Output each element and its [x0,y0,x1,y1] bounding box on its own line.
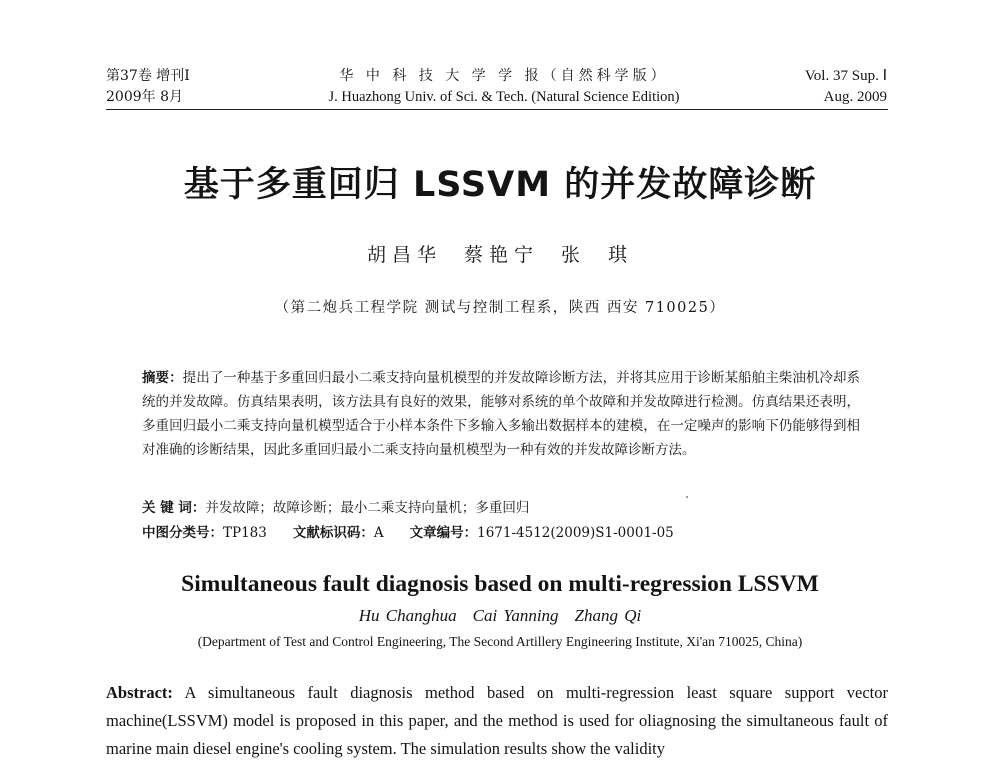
header-date-en: Aug. 2009 [823,89,887,105]
abstract-cn [142,366,860,462]
classification-line [142,521,674,541]
authors-cn: 胡昌华 蔡艳宁 张 琪 [366,244,634,266]
page-title-en: Simultaneous fault diagnosis based on multi-regression LSSVM [181,571,819,597]
author-en-2: Cai Yanning [472,606,559,625]
abstract-cn-label: 摘要： [142,370,183,386]
affiliation-en: (Department of Test and Control Engineering, The Second Artillery Engineering Institute, Xi'an 710025, China) [197,634,803,649]
header-volume-issue: 第37卷 增刊Ⅰ [106,68,190,84]
keywords-label: 关 键 词： [142,500,206,516]
keywords-text: 并发故障；故障诊断；最小二乘支持向量机；多重回归 [205,500,530,516]
authors-en [0,606,1000,626]
abstract-cn-text: 提出了一种基于多重回归最小二乘支持向量机模型的并发故障诊断方法，并将其应用于诊断某船舶主柴油机冷却系统的并发故障。仿真结果表明，该方法具有良好的效果，能够对系统的单个故障和并发故障进行检测。仿真结果还表明，多重回归最小二乘支持向量机模型适合于小样本条件下多输入多输出数据样本的建模，在一定噪声的影响下仍能够得到相对准确的诊断结果，因此多重回归最小二乘支持向量机模型为一种有效的并发故障诊断方法。 [142,370,861,458]
doc-code-value: A [373,525,384,541]
header-journal-cn: 华 中 科 技 大 学 学 报（自然科学版） [339,68,669,84]
abstract-en [106,679,888,763]
header-rule [106,109,888,110]
abstract-en-label: Abstract: [106,683,173,702]
page-title-cn: 基于多重回归 LSSVM 的并发故障诊断 [183,165,817,205]
author-en-3: Zhang Qi [574,606,642,625]
abstract-en-text: A simultaneous fault diagnosis method based on multi-regression least square support vector machine(LSSVM) model is proposed in this paper, and the method is used for oliagnosing the simultaneous fault of marine main diesel engine's cooling system. The simulation results show the validity [106,683,888,758]
header-date-cn: 2009年 8月 [106,89,183,105]
affiliation-cn: （第二炮兵工程学院 测试与控制工程系，陕西 西安 710025） [274,300,726,316]
scan-speck [686,496,688,498]
clc-value: TP183 [223,525,267,541]
article-number-value: 1671-4512(2009)S1-0001-05 [477,525,674,541]
keywords-line [142,496,529,516]
header-journal-en: J. Huazhong Univ. of Sci. & Tech. (Natural Science Edition) [328,89,680,105]
author-en-1: Hu Changhua [358,606,457,625]
doc-code-label: 文献标识码： [292,525,374,541]
clc-label: 中图分类号： [142,525,223,541]
article-number-label: 文章编号： [409,525,478,541]
header-volume-en: Vol. 37 Sup. Ⅰ [804,68,887,84]
